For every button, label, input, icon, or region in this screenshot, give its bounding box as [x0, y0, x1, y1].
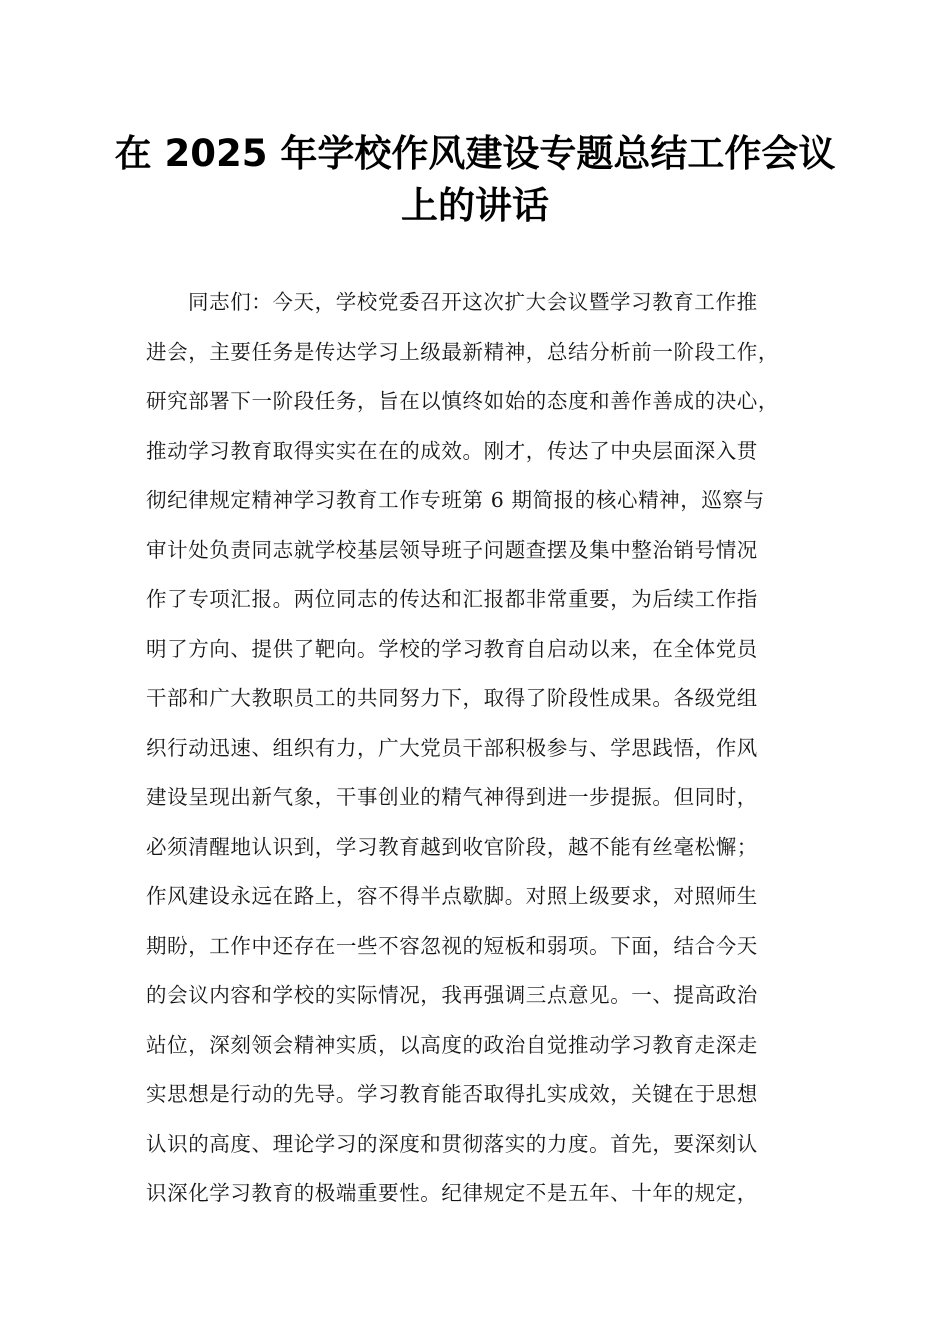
- paragraph-line-6: 审计处负责同志就学校基层领导班子问题查摆及集中整治销号情况: [146, 537, 758, 562]
- paragraph-line-2: 进会，主要任务是传达学习上级最新精神，总结分析前一阶段工作，: [146, 339, 779, 364]
- paragraph-line-7: 作了专项汇报。两位同志的传达和汇报都非常重要，为后续工作指: [146, 587, 758, 611]
- paragraph-line-12: 必须清醒地认识到，学习教育越到收官阶段，越不能有丝毫松懈；: [146, 834, 758, 859]
- paragraph-line-10: 织行动迅速、组织有力，广大党员干部积极参与、学思践悟，作风: [146, 735, 758, 760]
- paragraph-line-17: 实思想是行动的先导。学习教育能否取得扎实成效，关键在于思想: [146, 1082, 758, 1106]
- document-body: [146, 282, 826, 1223]
- paragraph-line-14: 期盼，工作中还存在一些不容忽视的短板和弱项。下面，结合今天: [146, 933, 758, 958]
- document-title-line-2: 上的讲话: [401, 184, 549, 227]
- paragraph-line-19: 识深化学习教育的极端重要性。纪律规定不是五年、十年的规定，: [146, 1181, 758, 1205]
- paragraph-line-13: 作风建设永远在路上，容不得半点歇脚。对照上级要求，对照师生: [146, 884, 758, 908]
- paragraph-line-3: 研究部署下一阶段任务，旨在以慎终如始的态度和善作善成的决心，: [146, 389, 779, 413]
- paragraph-line-11: 建设呈现出新气象，干事创业的精气神得到进一步提振。但同时，: [146, 785, 758, 809]
- paragraph-line-18: 认识的高度、理论学习的深度和贯彻落实的力度。首先，要深刻认: [146, 1131, 758, 1156]
- paragraph-line-1: 同志们：今天，学校党委召开这次扩大会议暨学习教育工作推: [188, 290, 758, 314]
- paragraph-line-16: 站位，深刻领会精神实质，以高度的政治自觉推动学习教育走深走: [146, 1032, 758, 1057]
- paragraph-line-5: 彻纪律规定精神学习教育工作专班第 6 期简报的核心精神，巡察与: [146, 488, 765, 512]
- document-title-line-1: 在 2025 年学校作风建设专题总结工作会议: [114, 132, 836, 175]
- paragraph-line-9: 干部和广大教职员工的共同努力下，取得了阶段性成果。各级党组: [146, 686, 758, 710]
- paragraph-line-15: 的会议内容和学校的实际情况，我再强调三点意见。一、提高政治: [146, 983, 758, 1007]
- paragraph-line-8: 明了方向、提供了靶向。学校的学习教育自启动以来，在全体党员: [146, 636, 758, 661]
- paragraph-line-4: 推动学习教育取得实实在在的成效。刚才，传达了中央层面深入贯: [146, 438, 758, 463]
